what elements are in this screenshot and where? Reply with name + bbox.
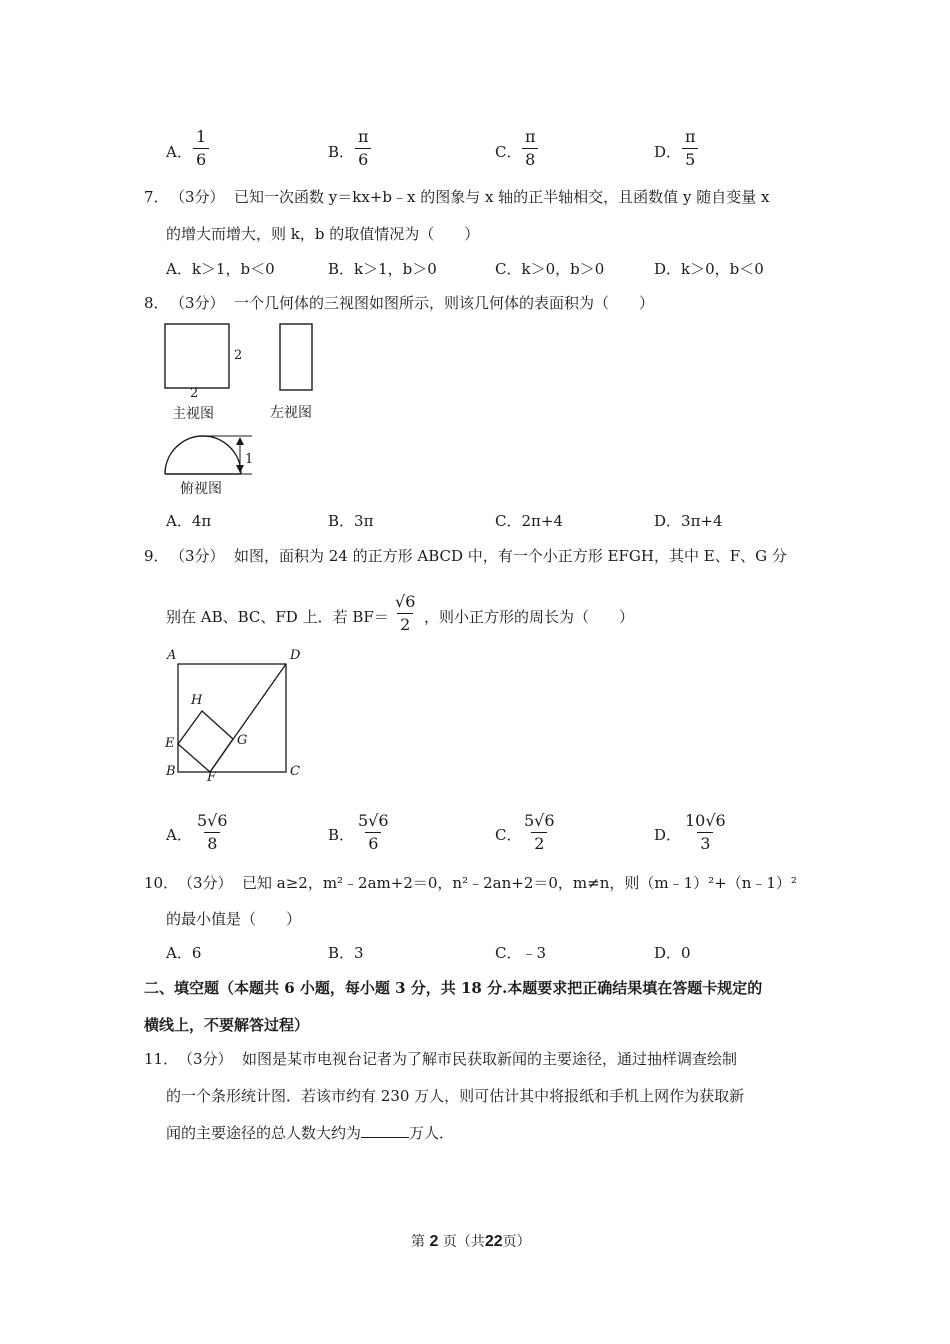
page-footer	[411, 1231, 531, 1251]
q8-number: 8．	[144, 294, 169, 312]
q11-number: 11．	[144, 1050, 179, 1068]
q11-answer-blank[interactable]	[361, 1123, 409, 1138]
q9-label-g: G	[237, 733, 248, 748]
footer-page-number: 2	[429, 1233, 439, 1250]
q9-label-e: E	[165, 736, 175, 751]
q11-score: （3分）	[178, 1050, 233, 1068]
dim-arrow-down	[236, 465, 244, 473]
q9-number: 9．	[144, 547, 169, 565]
top-view-arc	[165, 436, 241, 474]
q9-text-line1: 如图，面积为 24 的正方形 ABCD 中，有一个小正方形 EFGH，其中 E、F、G 分	[234, 547, 787, 565]
q9-square-figure	[160, 648, 310, 788]
q7-text-line1: 已知一次函数 y＝kx+b﹣x 的图象与 x 轴的正半轴相交，且函数值 y 随自变量 x	[234, 188, 770, 206]
left-view-rect	[280, 324, 312, 390]
q6-option-d-fraction: $\frac{\pi}{5}$	[682, 129, 699, 168]
front-view-square	[165, 324, 229, 388]
q6-option-b-letter: B．	[328, 143, 355, 161]
q8-dim-radius: 1	[245, 452, 254, 467]
footer-prefix: 第	[411, 1234, 425, 1250]
q7-text-line2: 的增大而增大，则 k，b 的取值情况为（ ）	[166, 225, 480, 243]
q9-label-h: H	[191, 693, 203, 708]
q9-option-a-fraction: $\frac{5√6}{8}$	[197, 811, 228, 853]
q9-label-c: C	[290, 764, 300, 779]
q9-label-a: A	[167, 648, 177, 663]
q8-text: 一个几何体的三视图如图所示，则该几何体的表面积为（ ）	[234, 294, 655, 312]
q9-option-c-letter: C．	[495, 826, 522, 844]
q9-label-b: B	[166, 764, 176, 779]
q9-option-d-fraction: $\frac{10√6}{3}$	[685, 811, 726, 853]
q8-score: （3分）	[170, 294, 225, 312]
q8-left-view-label: 左视图	[270, 405, 312, 421]
dim-arrow-up	[236, 437, 244, 445]
footer-total-pages: 22	[484, 1233, 503, 1250]
section-2-line2: 横线上，不要解答过程）	[144, 1016, 310, 1034]
q6-option-d-letter: D．	[654, 143, 682, 161]
q10-option-d: D．0	[654, 944, 691, 962]
q6-option-a-letter: A．	[166, 143, 192, 161]
q10-score: （3分）	[178, 874, 233, 892]
q10-option-b: B．3	[328, 944, 364, 962]
q11-text-line3	[166, 1122, 454, 1143]
q9-option-b-fraction: $\frac{5√6}{6}$	[358, 811, 389, 853]
q8-option-c: C．2π+4	[495, 512, 563, 530]
q11-text-line1: 如图是某市电视台记者为了解市民获取新闻的主要途径，通过抽样调查绘制	[242, 1050, 738, 1068]
q6-option-c-letter: C．	[495, 143, 522, 161]
q7-number: 7．	[144, 188, 169, 206]
square-abcd	[178, 664, 286, 772]
q9-option-b-letter: B．	[328, 826, 355, 844]
q7-option-d: D．k＞0，b＜0	[654, 260, 764, 278]
q7-option-a: A．k＞1，b＜0	[166, 260, 275, 278]
q7-option-b: B．k＞1，b＞0	[328, 260, 437, 278]
q11-text-line3-suffix: 万人．	[409, 1124, 455, 1142]
q9-option-c-fraction: $\frac{5√6}{2}$	[524, 811, 555, 853]
q8-option-b: B．3π	[328, 512, 374, 530]
q7-score: （3分）	[170, 188, 225, 206]
q8-option-d: D．3π+4	[654, 512, 723, 530]
q6-option-a-fraction: $\frac{1}{6}$	[193, 129, 209, 168]
q10-number: 10．	[144, 874, 179, 892]
q8-option-a: A．4π	[166, 512, 212, 530]
q6-option-b-fraction: $\frac{\pi}{6}$	[355, 129, 372, 168]
q8-dim-height: 2	[234, 348, 243, 363]
q10-text-line1: 已知 a≥2，m²﹣2am+2＝0，n²﹣2an+2＝0，m≠n，则（m﹣1）²+（n﹣1）²	[242, 874, 797, 892]
q9-option-a-letter: A．	[166, 826, 192, 844]
q10-text-line2: 的最小值是（ ）	[166, 910, 302, 928]
section-2-line1: 二、填空题（本题共 6 小题，每小题 3 分，共 18 分.本题要求把正确结果填在答题卡规定的	[144, 979, 763, 997]
q9-score: （3分）	[170, 547, 225, 565]
q9-text-line2-suffix: ，则小正方形的周长为（ ）	[424, 608, 635, 626]
q8-dim-width: 2	[190, 386, 199, 401]
q7-option-c: C．k＞0，b＞0	[495, 260, 605, 278]
footer-suffix: 页）	[502, 1234, 531, 1250]
q11-text-line3-prefix: 闻的主要途径的总人数大约为	[166, 1124, 362, 1142]
footer-middle: 页（共	[442, 1234, 485, 1250]
q10-option-c: C．﹣3	[495, 944, 547, 962]
q9-bf-fraction: $\frac{√6}{2}$	[395, 592, 416, 634]
square-efgh	[178, 711, 233, 772]
q9-option-d-letter: D．	[654, 826, 682, 844]
q11-text-line2: 的一个条形统计图．若该市约有 230 万人，则可估计其中将报纸和手机上网作为获取新	[166, 1087, 745, 1105]
q9-label-f: F	[207, 770, 217, 785]
q8-front-view-label: 主视图	[172, 406, 214, 422]
q10-option-a: A．6	[166, 944, 202, 962]
q8-top-view-label: 俯视图	[180, 481, 222, 497]
q9-label-d: D	[290, 648, 301, 663]
q9-text-line2-prefix: 别在 AB、BC、FD 上．若 BF＝	[166, 608, 389, 626]
q6-option-c-fraction: $\frac{\pi}{8}$	[522, 129, 539, 168]
